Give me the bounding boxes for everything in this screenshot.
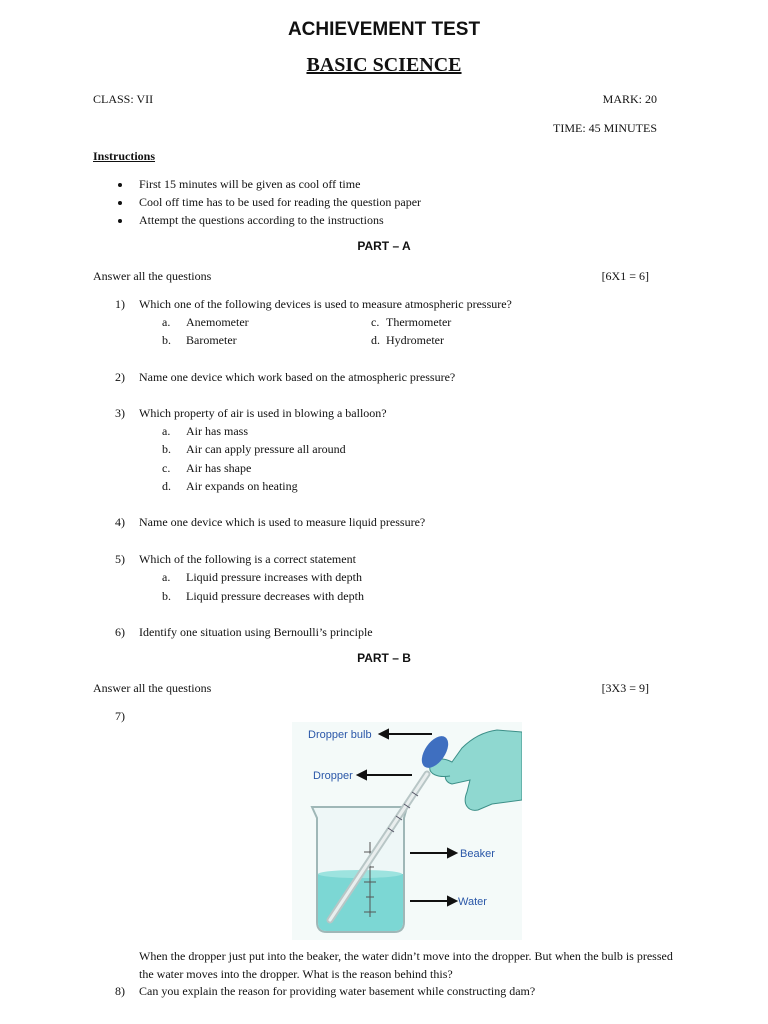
- instruction-item: First 15 minutes will be given as cool off time: [139, 177, 361, 191]
- part-b-directive: Answer all the questions: [93, 681, 212, 695]
- part-a-title: PART – A: [357, 239, 411, 253]
- label-beaker: Beaker: [460, 848, 495, 860]
- subject-title: BASIC SCIENCE: [306, 54, 462, 76]
- question-number: 5): [115, 552, 125, 566]
- option-text: Liquid pressure increases with depth: [186, 570, 362, 584]
- question-number: 1): [115, 297, 125, 311]
- question-text: When the dropper just put into the beaker, the water didn’t move into the dropper. But when the bulb is pressed the water moves into the dropper. What is the reason behind this?: [139, 949, 673, 981]
- bullet-icon: [118, 219, 122, 223]
- option-text: Barometer: [186, 333, 237, 347]
- question-number: 7): [115, 709, 125, 723]
- question-text: Which one of the following devices is used to measure atmospheric pressure?: [139, 297, 512, 311]
- question-number: 2): [115, 370, 125, 384]
- part-b-title: PART – B: [357, 651, 411, 665]
- test-title: ACHIEVEMENT TEST: [287, 19, 481, 40]
- part-a-marks: [6X1 = 6]: [601, 269, 649, 283]
- question-text: Name one device which work based on the atmospheric pressure?: [139, 370, 456, 384]
- option-text: Air has mass: [186, 424, 248, 438]
- question-number: 3): [115, 406, 125, 420]
- question-text: Which property of air is used in blowing a balloon?: [139, 406, 387, 420]
- option-text: Anemometer: [186, 315, 249, 329]
- label-dropper: Dropper: [313, 770, 353, 782]
- option-letter: d.: [162, 479, 171, 493]
- part-a-directive: Answer all the questions: [93, 269, 212, 283]
- option-letter: a.: [162, 424, 171, 438]
- question-text: Which of the following is a correct statement: [139, 552, 356, 566]
- option-letter: c.: [162, 461, 171, 475]
- option-letter: a.: [162, 570, 171, 584]
- mark-label: MARK: 20: [602, 92, 657, 106]
- time-label: TIME: 45 MINUTES: [553, 121, 657, 135]
- option-letter: b.: [162, 442, 171, 456]
- class-label: CLASS: VII: [93, 92, 154, 106]
- option-letter: b.: [162, 333, 171, 347]
- bullet-icon: [118, 183, 122, 187]
- label-water: Water: [458, 896, 487, 908]
- option-text: Hydrometer: [386, 333, 444, 347]
- question-number: 6): [115, 625, 125, 639]
- option-text: Liquid pressure decreases with depth: [186, 589, 364, 603]
- part-b-marks: [3X3 = 9]: [601, 681, 649, 695]
- option-text: Air has shape: [186, 461, 252, 475]
- instruction-item: Attempt the questions according to the instructions: [139, 213, 384, 227]
- question-number: 8): [115, 984, 125, 998]
- dropper-beaker-figure: [292, 722, 522, 940]
- option-text: Thermometer: [386, 315, 452, 329]
- instructions-heading: Instructions: [93, 149, 156, 163]
- question-number: 4): [115, 515, 125, 529]
- option-text: Air can apply pressure all around: [186, 442, 346, 456]
- instruction-item: Cool off time has to be used for reading the question paper: [139, 195, 422, 209]
- option-letter: c.: [371, 315, 380, 329]
- option-letter: b.: [162, 589, 171, 603]
- option-letter: d.: [371, 333, 380, 347]
- option-text: Air expands on heating: [186, 479, 298, 493]
- question-text: Identify one situation using Bernoulli’s principle: [139, 625, 373, 639]
- bullet-icon: [118, 201, 122, 205]
- option-letter: a.: [162, 315, 171, 329]
- label-dropper-bulb: Dropper bulb: [308, 729, 372, 741]
- question-text: Can you explain the reason for providing water basement while constructing dam?: [139, 984, 536, 998]
- question-text: Name one device which is used to measure liquid pressure?: [139, 515, 426, 529]
